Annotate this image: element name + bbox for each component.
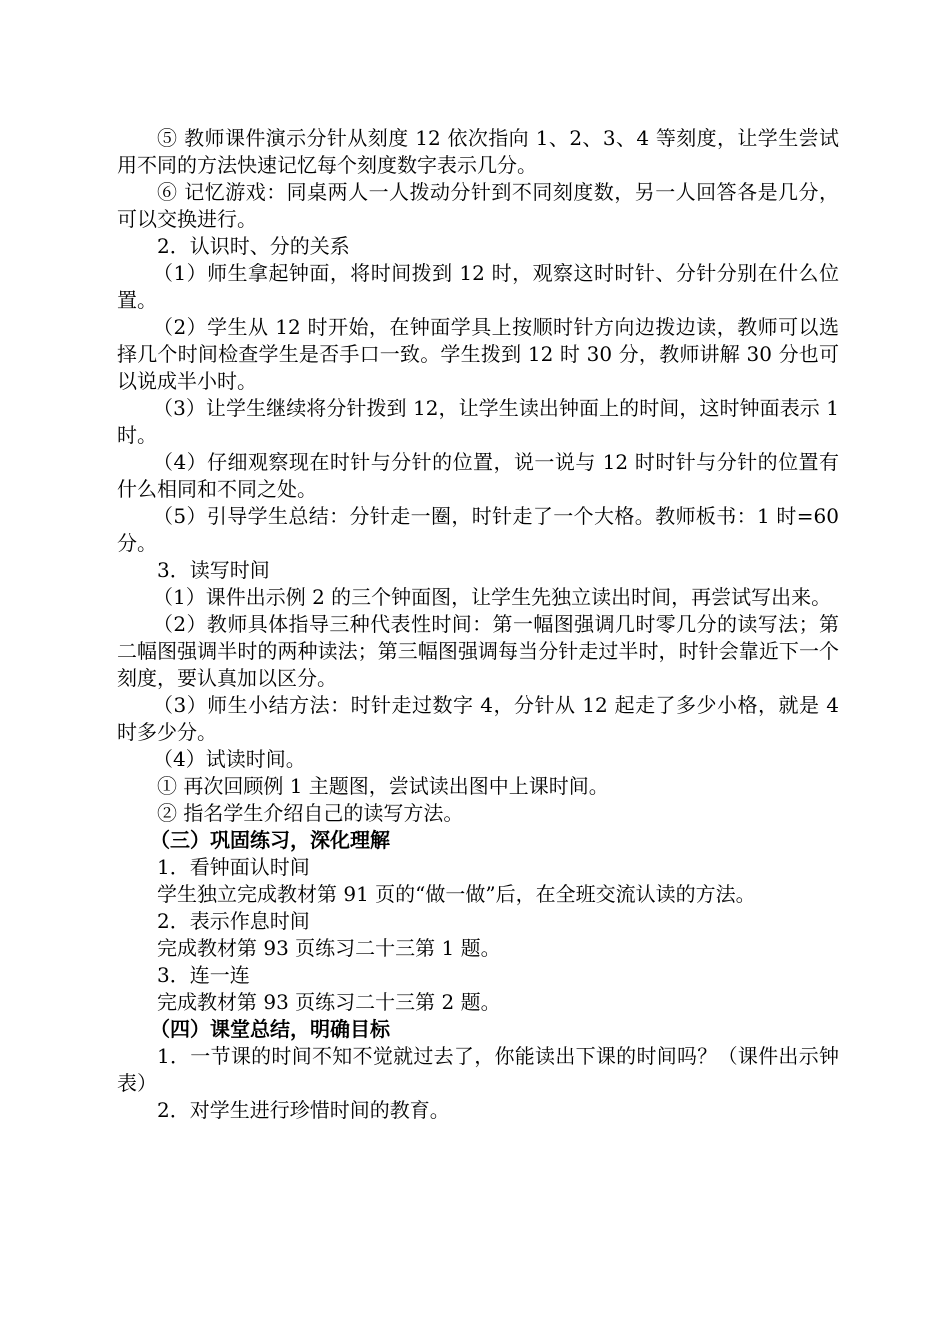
- paragraph-summary-2: 2．对学生进行珍惜时间的教育。: [157, 1098, 450, 1122]
- paragraph-connect: 完成教材第 93 页练习二十三第 2 题。: [157, 990, 501, 1014]
- paragraph-step-6: ⑥ 记忆游戏：同桌两人一人拨动分针到不同刻度数，另一人回答各是几分，可以交换进行。: [117, 180, 839, 231]
- paragraph-relation-5: （5）引导学生总结：分针走一圈，时针走了一个大格。教师板书：1 时=60 分。: [117, 504, 839, 555]
- section-connect: 3．连一连: [157, 963, 250, 987]
- section-schedule: 2．表示作息时间: [157, 909, 310, 933]
- paragraph-read-3: （3）师生小结方法：时针走过数字 4，分针从 12 起走了多少小格，就是 4 时多少分。: [117, 693, 839, 744]
- paragraph-read-4-item-1: ① 再次回顾例 1 主题图，尝试读出图中上课时间。: [157, 774, 609, 798]
- heading-practice: （三）巩固练习，深化理解: [150, 828, 390, 852]
- heading-summary: （四）课堂总结，明确目标: [150, 1017, 390, 1041]
- paragraph-relation-1: （1）师生拿起钟面，将时间拨到 12 时，观察这时时针、分针分别在什么位置。: [117, 261, 839, 312]
- paragraph-schedule: 完成教材第 93 页练习二十三第 1 题。: [157, 936, 501, 960]
- section-read-write-time: 3．读写时间: [157, 558, 270, 582]
- document-body: [117, 125, 839, 1124]
- paragraph-read-4-item-2: ② 指名学生介绍自己的读写方法。: [157, 801, 464, 825]
- paragraph-read-4: （4）试读时间。: [153, 747, 306, 771]
- paragraph-step-5: ⑤ 教师课件演示分针从刻度 12 依次指向 1、2、3、4 等刻度，让学生尝试用不同的方法快速记忆每个刻度数字表示几分。: [117, 126, 839, 177]
- paragraph-read-1: （1）课件出示例 2 的三个钟面图，让学生先独立读出时间，再尝试写出来。: [153, 585, 832, 609]
- section-look-clock: 1．看钟面认时间: [157, 855, 310, 879]
- paragraph-summary-1: 1．一节课的时间不知不觉就过去了，你能读出下课的时间吗？（课件出示钟表）: [117, 1044, 839, 1095]
- paragraph-look-clock: 学生独立完成教材第 91 页的“做一做”后，在全班交流认读的方法。: [157, 882, 756, 906]
- paragraph-relation-3: （3）让学生继续将分针拨到 12，让学生读出钟面上的时间，这时钟面表示 1 时。: [117, 396, 839, 447]
- section-time-minute-relation: 2．认识时、分的关系: [157, 234, 350, 258]
- paragraph-relation-4: （4）仔细观察现在时针与分针的位置，说一说与 12 时时针与分针的位置有什么相同和不同之处。: [117, 450, 839, 501]
- paragraph-read-2: （2）教师具体指导三种代表性时间：第一幅图强调几时零几分的读写法；第二幅图强调半时的两种读法；第三幅图强调每当分针走过半时，时针会靠近下一个刻度，要认真加以区分。: [117, 612, 839, 690]
- paragraph-relation-2: （2）学生从 12 时开始，在钟面学具上按顺时针方向边拨边读，教师可以选择几个时间检查学生是否手口一致。学生拨到 12 时 30 分，教师讲解 30 分也可以说成半小时。: [117, 315, 839, 393]
